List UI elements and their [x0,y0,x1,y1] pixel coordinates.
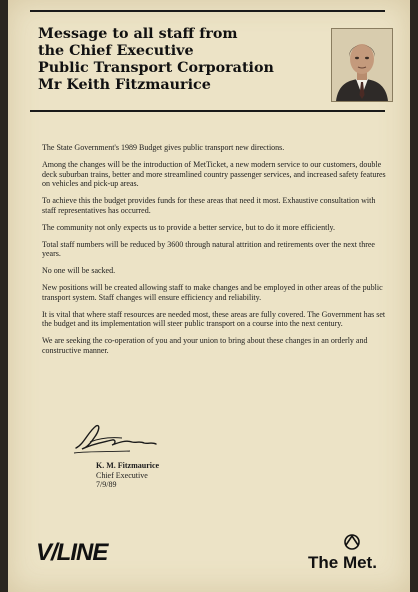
paragraph-5: Total staff numbers will be reduced by 3600 through natural attrition and retirements over the next three years. [42,239,375,259]
heading-line-1: Message to all staff from [38,26,238,42]
top-rule [30,10,385,12]
signature-block [96,461,159,490]
memo-heading [38,26,328,94]
paragraph-1: The State Government's 1989 Budget gives public transport new directions. [42,143,285,152]
paragraph-8: It is vital that where staff resources are needed most, these areas are fully covered. The Government has set the budget and its implementation will steer public transport on a course into the next century. [42,309,386,329]
met-emblem-icon [345,535,359,549]
signature-date: 7/9/89 [96,480,117,490]
paragraph-9: We are seeking the co-operation of you and your union to bring about these changes in an orderly and constructive manner. [42,336,368,356]
paragraph-3: To achieve this the budget provides funds for these areas that need it most. Exhaustive consultation with staff representatives has occurred. [42,196,376,215]
heading-line-2: the Chief Executive [38,43,194,59]
svg-text:The Met.: The Met. [308,553,377,572]
heading-bottom-rule [30,110,385,112]
handwritten-signature [70,418,160,458]
portrait-image [332,29,392,101]
heading-line-4: Mr Keith Fitzmaurice [38,77,211,93]
memo-page [8,0,410,592]
paragraph-2: Among the changes will be the introduction of MetTicket, a new modern service to our customers, double deck suburban trains, better and more streamlined country passenger services, and increased safety features on vehicles and pick-up areas. [42,159,386,189]
signer-name: K. M. Fitzmaurice [96,461,160,470]
vline-logo [34,537,126,565]
chief-executive-photo [331,28,393,102]
svg-text:V/LINE: V/LINE [36,539,108,565]
paragraph-6: No one will be sacked. [42,266,116,276]
the-met-logo [306,532,386,572]
signer-title: Chief Executive [96,470,148,480]
paragraph-7: New positions will be created allowing staff to make changes and be employed in other areas of the public transport system. Staff changes will ensure efficiency and reliability. [42,283,383,302]
memo-body [42,143,388,363]
heading-line-3: Public Transport Corporation [38,60,274,76]
paragraph-4: The community not only expects us to provide a better service, but to do it more efficiently. [42,222,336,232]
